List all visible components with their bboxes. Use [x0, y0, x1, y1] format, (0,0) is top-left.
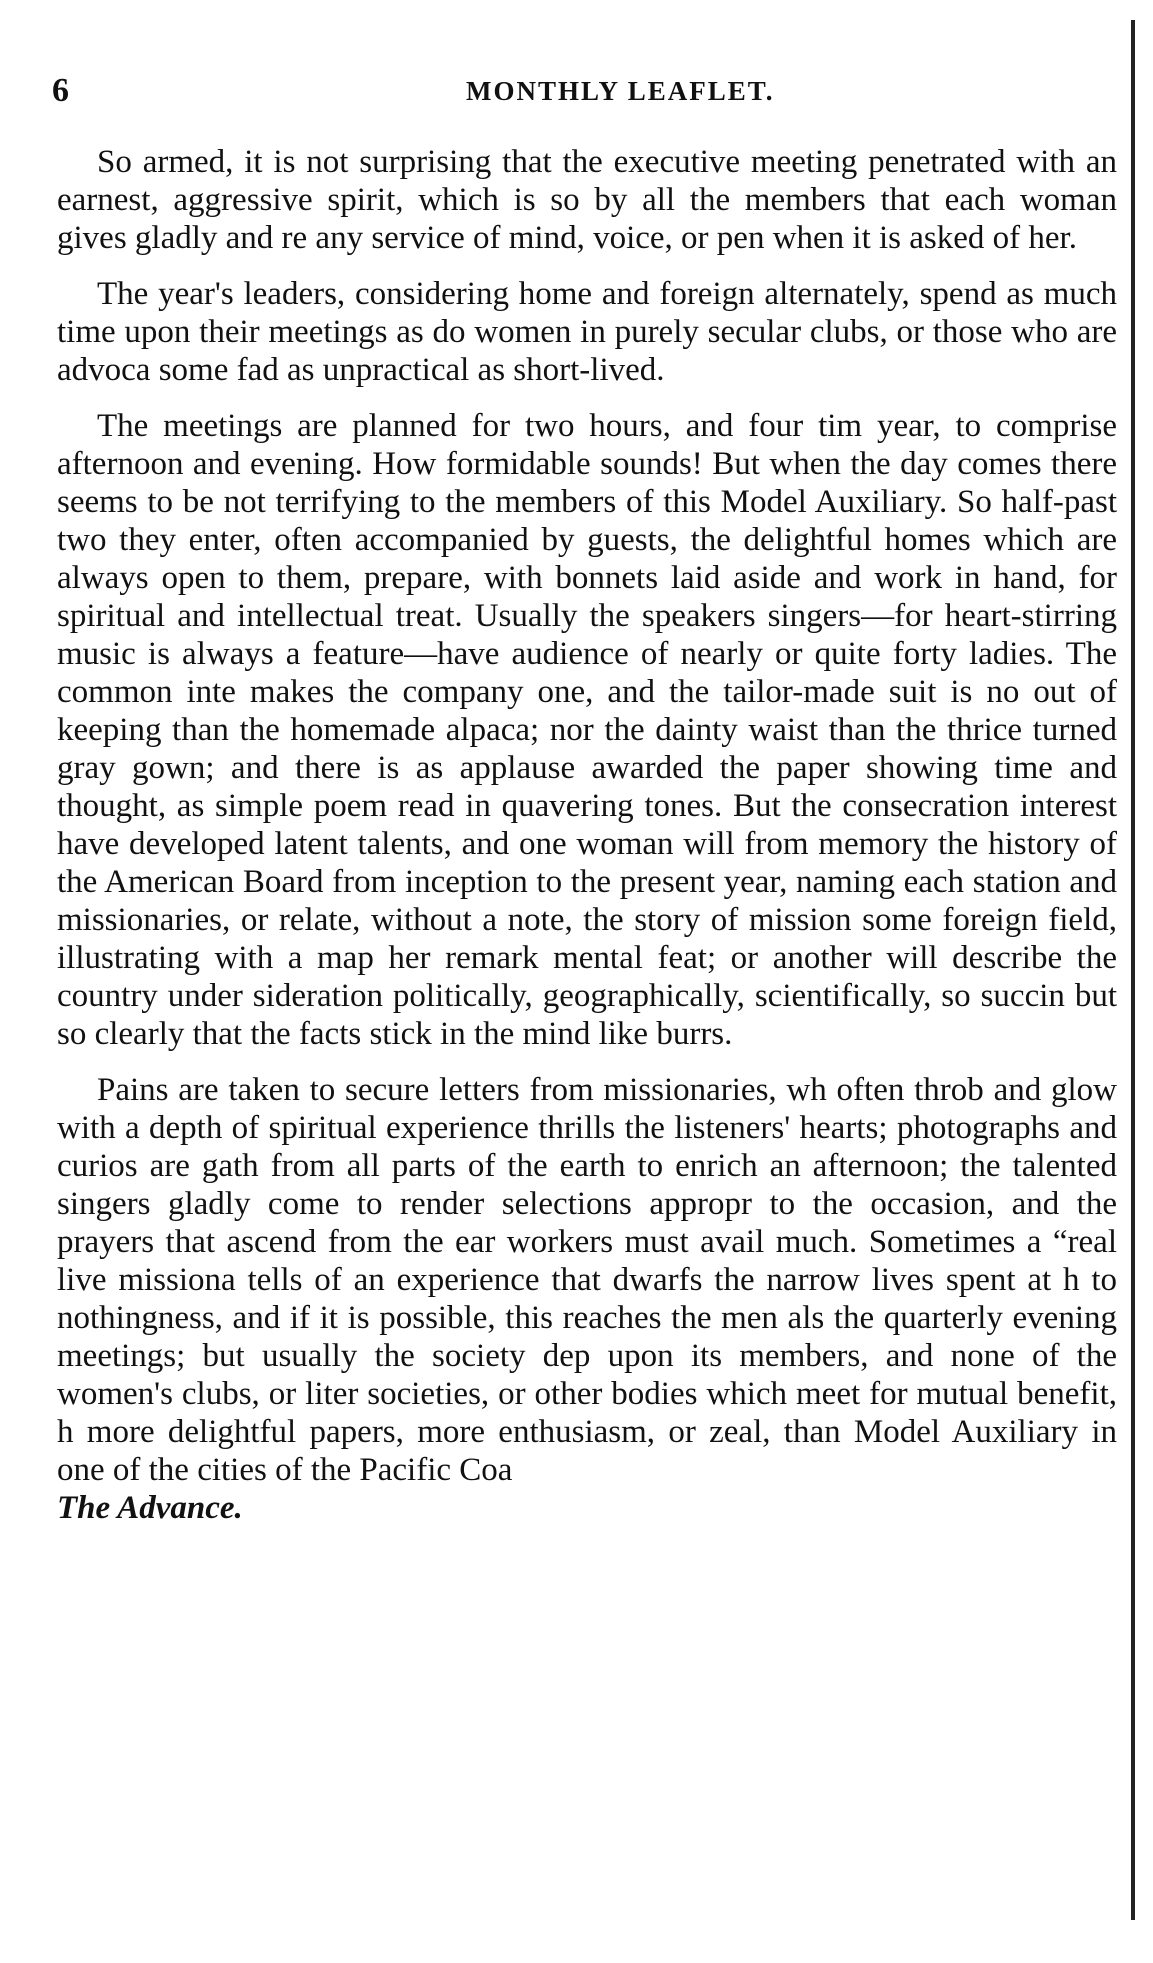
page-number: 6	[52, 72, 69, 109]
paragraph-2: The year's leaders, considering home and foreign alternately, spend as much time upon their meetings as do women in purely secular clubs, or those who are advoca some fad as unpractical as short-lived.	[57, 276, 1117, 388]
page-edge-rule	[1131, 20, 1135, 1920]
paragraph-4: Pains are taken to secure letters from missionaries, wh often throb and glow with a depth of spiritual experience thrills the listeners' hearts; photographs and curios are gath from all parts of the earth to enrich an afternoon; the talented singers gladly come to render selections appropr to the occasion, and the prayers that ascend from the ear workers must avail much. Sometimes a “real live missiona tells of an experience that dwarfs the narrow lives spent at h to nothingness, and if it is possible, this reaches the men als the quarterly evening meetings; but usually the society dep upon its members, and none of the women's clubs, or liter societies, or other bodies which meet for mutual benefit, h more delightful papers, more enthusiasm, or zeal, than Model Auxiliary in one of the cities of the Pacific Coa	[57, 1072, 1117, 1488]
paragraph-1: So armed, it is not surprising that the executive meeting penetrated with an earnest, aggressive spirit, which is so by all the members that each woman gives gladly and re any service of mind, voice, or pen when it is asked of her.	[57, 144, 1117, 256]
running-title: MONTHLY LEAFLET.	[466, 76, 775, 106]
paragraph-3: The meetings are planned for two hours, and four tim year, to comprise afternoon and evening. How formidable sounds! But when the day comes there seems to be not terrifying to the members of this Model Auxiliary. So half-past two they enter, often accompanied by guests, the delightful homes which are always open to them, prepare, with bonnets laid aside and work in hand, for spiritual and intellectual treat. Usually the speakers singers—for heart-stirring music is always a feature—have audience of nearly or quite forty ladies. The common inte makes the company one, and the tailor-made suit is no out of keeping than the homemade alpaca; nor the dainty waist than the thrice turned gray gown; and there is as applause awarded the paper showing time and thought, as simple poem read in quavering tones. But the consecration interest have developed latent talents, and one woman will from memory the history of the American Board from inception to the present year, naming each station and missionaries, or relate, without a note, the story of mission some foreign field, illustrating with a map her remark mental feat; or another will describe the country under sideration politically, geographically, scientifically, so succin but so clearly that the facts stick in the mind like burrs.	[57, 408, 1117, 1052]
article-body	[57, 143, 1117, 1527]
source-attribution: The Advance.	[57, 1490, 243, 1526]
page-header	[52, 72, 1112, 116]
